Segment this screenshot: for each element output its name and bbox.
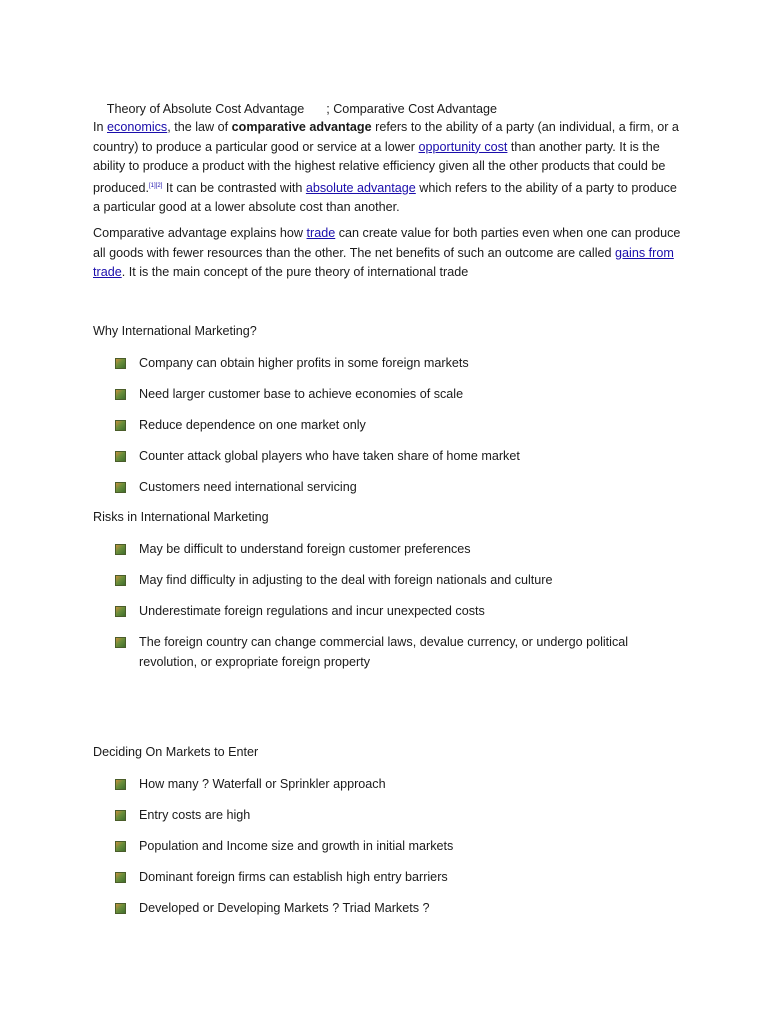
list-item-text: Customers need international servicing [139, 480, 357, 494]
square-bullet-icon [115, 637, 126, 648]
para2-text: can create value for both parties even when one can produce all goods with fewer resources than the other. The net benefits of such an outcome are called [93, 226, 681, 260]
square-bullet-icon [115, 544, 126, 555]
square-bullet-icon [115, 451, 126, 462]
square-bullet-icon [115, 389, 126, 400]
para1-text: It can be contrasted with [162, 180, 306, 195]
list-item-text: Developed or Developing Markets ? Triad Markets ? [139, 901, 430, 915]
bold-comparative-advantage: comparative advantage [231, 120, 372, 134]
reference-marks[interactable]: [1][2] [149, 182, 163, 189]
list-item-text: Company can obtain higher profits in some foreign markets [139, 356, 469, 370]
list-item-text: Dominant foreign firms can establish high entry barriers [139, 870, 448, 884]
square-bullet-icon [115, 420, 126, 431]
list-item-text: Underestimate foreign regulations and incur unexpected costs [139, 604, 485, 618]
square-bullet-icon [115, 358, 126, 369]
para1-text: than another party. It is the ability to produce a product with the highest relative efficiency given all the other products that could be produced. [93, 139, 666, 195]
square-bullet-icon [115, 872, 126, 883]
paragraph-comparative-advantage [93, 118, 683, 218]
square-bullet-icon [115, 575, 126, 586]
square-bullet-icon [115, 841, 126, 852]
link-trade[interactable]: trade [306, 226, 336, 240]
link-economics[interactable]: economics [107, 120, 168, 134]
link-opportunity-cost[interactable]: opportunity cost [418, 139, 508, 154]
square-bullet-icon [115, 810, 126, 821]
para1-text: , the law of [167, 120, 232, 134]
paragraph-trade [93, 224, 683, 283]
para2-text: . It is the main concept of the pure theory of international trade [121, 265, 469, 279]
square-bullet-icon [115, 482, 126, 493]
para1-text: refers to the ability of a party (an individual, a firm, or a country) to produce a particular good or service at a lower [93, 120, 679, 154]
list-item-text: Reduce dependence on one market only [139, 418, 366, 432]
para1-text: In [93, 120, 108, 134]
title-part-1: Theory of Absolute Cost Advantage [106, 102, 305, 116]
list-item-text: Population and Income size and growth in initial markets [139, 839, 454, 853]
square-bullet-icon [115, 779, 126, 790]
link-absolute-advantage[interactable]: absolute advantage [305, 180, 416, 195]
list-item-text: Need larger customer base to achieve economies of scale [139, 387, 464, 401]
link-gains-from-trade[interactable]: gains from trade [93, 245, 674, 279]
para1-text: which refers to the ability of a party to produce a particular good at a lower absolute cost than another. [93, 180, 677, 214]
list-item-text: May be difficult to understand foreign customer preferences [139, 542, 471, 556]
para2-text: Comparative advantage explains how [93, 226, 307, 240]
square-bullet-icon [115, 903, 126, 914]
heading-why-international-marketing: Why International Marketing? [93, 324, 257, 338]
list-item-text: Counter attack global players who have taken share of home market [139, 449, 520, 463]
heading-deciding-on-markets: Deciding On Markets to Enter [93, 745, 259, 759]
list-item-text: The foreign country can change commercial laws, devalue currency, or undergo political revolution, or expropriate foreign property [139, 635, 629, 669]
list-item-text: May find difficulty in adjusting to the deal with foreign nationals and culture [139, 573, 553, 587]
list-item-text: Entry costs are high [139, 808, 251, 822]
list-item-text: How many ? Waterfall or Sprinkler approach [139, 777, 386, 791]
square-bullet-icon [115, 606, 126, 617]
title-part-2: ; Comparative Cost Advantage [326, 102, 498, 116]
heading-risks-international-marketing: Risks in International Marketing [93, 510, 269, 524]
